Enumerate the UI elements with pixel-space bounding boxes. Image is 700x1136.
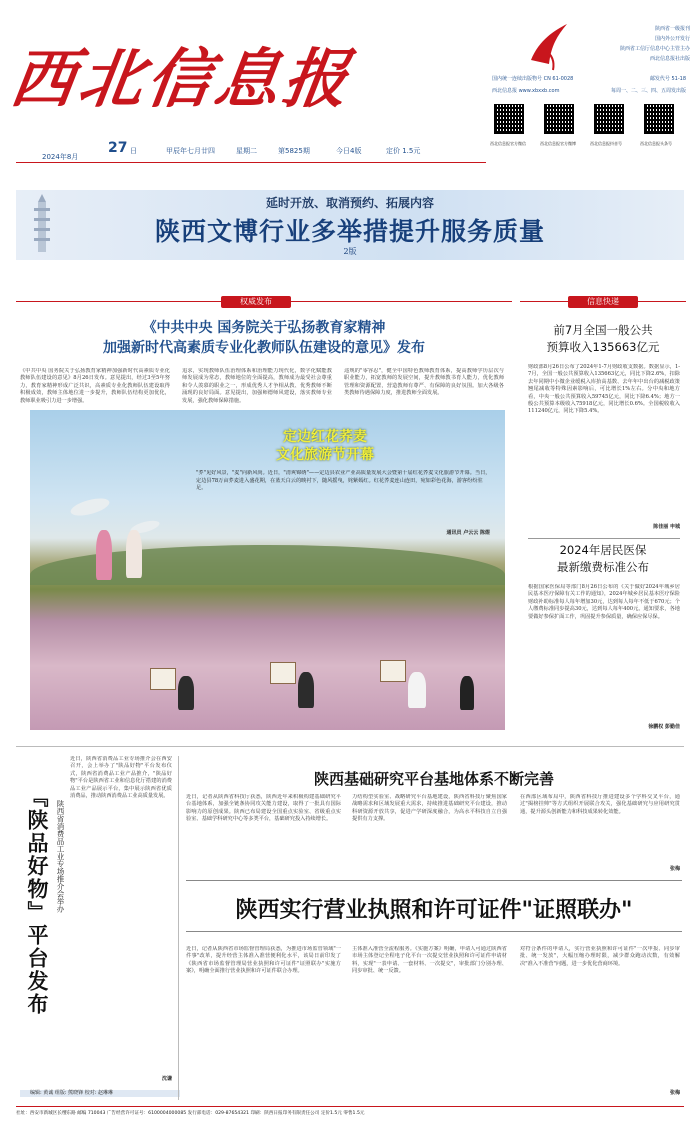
lead-headline-line1: 《中共中央 国务院关于弘扬教育家精神 [142,320,386,336]
qr-code[interactable] [494,104,524,134]
banner-subhead: 延时开放、取消预约、拓展内容 [265,196,434,210]
research-headline[interactable]: 陕西基础研究平台基地体系不断完善 [313,770,554,788]
schedule: 每周一、二、三、四、五周发出版 [610,88,686,94]
qr-label: 西北信息报头条号 [640,141,672,146]
lead-column-2: 追求，实现教师队伍治理体系和治理能力现代化，数字化赋能教师发展成为常态，教师地位的全面提高，教师成为最受社会尊重和令人羡慕的职业之一，形成优秀人才争相从教、优秀教师不断涌现的良好局面。意见提出，加强师德师风建设，落实教师专业发展，强化教师保障措施。 [182,368,332,404]
lead-section-label [16,296,512,308]
research-byline: 张梅 [669,866,680,872]
editors-line: 编辑: 黄诚 组版: 熊晓锋 校对: 赵琳琳 [20,1090,180,1097]
qr-group [490,104,686,156]
page-count: 今日4版 [336,147,362,155]
easel [380,660,406,682]
date-year-month: 2024年8月 [42,153,79,161]
banner-headline[interactable]: 陕西文博行业多举措提升服务质量 [154,217,545,246]
license-byline: 张梅 [669,1090,680,1096]
cn-number: 国内统一连续出版物号 CN 61-0028 [492,76,574,82]
photo-byline: 通讯员 卢云云 陈煜 [446,530,490,536]
sidebar-story1-title[interactable] [520,322,686,356]
sidebar-story1-body: 财政部8月26日公布了2024年1-7月财政收支数据。数据显示，1-7月，全国一般公共预算收入135663亿元，同比下降2.6%，扣除去年同期中小微企业缓税入库抬高基数、去年年中出台的减税政策翘尾减收等特殊因素影响后，可比增长1%左右。分中央和地方看，中央一般公共预算收入59745亿元，同比下降6.4%；地方一般公共预算本级收入75918亿元，同比增长0.6%。全国税收收入111240亿元，同比下降5.4%。 [528,364,680,415]
person-figure [178,676,194,710]
vertical-story-title-text: 『陕品好物』平台发布 [25,786,49,1016]
lunar-date: 甲辰年七月廿四 [166,147,215,155]
vertical-story-title[interactable] [20,786,52,1016]
vertical-story-subtitle-text: 陕西省消费品工业专场推介会举办 [56,800,65,913]
weekday: 星期二 [236,147,257,155]
lead-column-3: 违规的"零容忍"，健全中国特色教师教育体系，提高教师学历层次与职业能力，拓宽教师的发展空间，提升教师教书育人能力，优化教师管理和资源配置，营造教师有尊严、有保障的良好氛围。加大各级各类教师待遇保障力度，推进教师全面发展。 [344,368,504,397]
license-headline-box[interactable] [186,880,682,932]
masthead-logo [5,18,382,138]
qr-code[interactable] [644,104,674,134]
masthead-info [590,26,690,63]
license-headline: 陕西实行营业执照和许可证件"证照联办" [235,898,633,923]
vertical-story-subtitle [52,800,66,1010]
info-line: 西北信息报社出版 [649,56,690,62]
person-figure [460,676,474,710]
masthead-logo-text: 西北信息报 [5,42,357,117]
person-figure [298,672,314,708]
section-rule [16,746,684,747]
person-figure [126,530,142,578]
column-rule [178,756,179,1100]
info-line: 国内外公开发行 [654,36,690,42]
qr-code[interactable] [544,104,574,134]
sidebar-story1-byline: 陈佳丽 申城 [653,524,680,530]
lead-headline[interactable] [16,318,512,362]
qr-label: 西北信息报官方微信 [490,141,526,146]
sidebar-story1-title-line2: 预算收入135663亿元 [546,340,660,354]
footer-text: 社址：西安市新城区长缨东路 邮编 710043 广告经营许可证号：6100004000085 发行部电话：029-87654321 印刷：陕西日报印务有限责任公司 定价1.5元 零售1.5元 [16,1111,365,1116]
photo-caption-text: "荞"见好风景，"麦"向新风尚。近日，"清爽锦绣"——定边县农业产业高质量发展大会暨第十届红花荞麦文化旅游节开幕。当日，定边县78万亩荞麦进入盛花期，在蓝天白云的映衬下，随风摇曳，姹紫嫣红。红花荞麦连山连田，宛如彩色花海，游客纷纷驻足。 [196,470,491,492]
banner-page-ref[interactable]: 2版 [343,247,357,256]
website: 西北信息报 www.xbxxb.com [492,88,560,94]
sidebar-story2-title-line2: 最新缴费标准公布 [557,560,649,574]
sidebar-story2-title[interactable] [520,542,686,576]
section-label-badge: 权威发布 [221,296,291,308]
qr-label: 西北信息报抖音号 [590,141,622,146]
research-column-1: 近日，记者从陕西省科技厅获悉，陕西近年来积极构建基础研究平台基地体系，加强全链条协同攻关能力建设，取得了一批具有国际影响力的原创成果。陕西已布局建设全国重点实验室、省级重点实验室、基础学科研究中心等多类平台，基础研究投入持续增长。 [186,794,341,823]
issue-number: 27 [108,140,128,156]
section-label-badge: 信息快递 [568,296,638,308]
masthead-divider [16,162,486,163]
sidebar-section-label [520,296,686,308]
sidebar-story1-title-line1: 前7月全国一般公共 [553,323,653,337]
info-line: 陕西省一级报刊 [654,26,690,32]
license-column-2: 主体准入准营全流程服务。《实施方案》明确，申请人可通过陕西省市场主体登记全程电子化平台一次提交营业执照和许可证件申请材料，实现"一表申请、一套材料、一次提交"，审批部门分别办理、同步审批、统一反馈。 [352,946,507,975]
person-figure [408,672,426,708]
research-column-2: 力结构型实验室、战略研究平台基地建设，陕西省科技厅聚焦国家战略需求和区域发展重大需求，持续推进基础研究平台建设，推动科研资源开放共享，促进产学研深度融合，为高水平科技自立自强提供有力支撑。 [352,794,507,823]
photo-title [240,428,410,464]
sidebar-story2-byline: 徐鹏权 彭勤佳 [648,724,680,730]
easel [270,662,296,684]
dateline [16,140,486,164]
photo-caption [196,470,491,530]
day-label: 日 [130,147,137,155]
vertical-story-byline: 沈谦 [161,1076,172,1082]
vertical-story-body: 近日，陕西省消费品工业专场推介会在西安召开，会上举办了"陕品好物"平台发布仪式，陕西省消费品工业产品推介，"陕品好物"平台是陕西省工业和信息化厅搭建的消费品工业产品展示平台，集中展示陕西省优质消费品，推动陕西消费品工业高质量发展。 [70,756,172,800]
top-banner[interactable] [16,190,684,260]
post-code: 邮发代号 51-18 [649,76,686,82]
info-line: 陕西省工信厅信息中心主管主办 [619,46,690,52]
serial: 第5825期 [278,147,310,155]
photo-title-line2: 文化旅游节开幕 [276,447,374,463]
qr-code[interactable] [594,104,624,134]
license-column-1: 近日，记者从陕西省市场监督管理局获悉，为推进市场监管领域"一件事"改革，提升经营主体准入准营便利化水平，该局日前印发了《陕西省市场监督管理局营业执照和许可证件"证照联办"实施方案》，明确全面推行营业执照和许可证件联合办理。 [186,946,341,975]
lead-column-1: 《中共中央 国务院关于弘扬教育家精神加强新时代高素质专业化教师队伍建设的意见》8月26日发布。意见提出，经过3至5年努力，教育家精神形成广泛共识，高素质专业化教师队伍建设取得积极成效，教师主体地位进一步提升，教师队伍结构更加优化，教师职业吸引力进一步增强。 [20,368,170,404]
qr-label: 西北信息报官方微博 [540,141,576,146]
research-column-3: 在西部区域布局中，陕西省科技厅推进建设多个学科交叉平台，通过"揭榜挂帅"等方式组织开展联合攻关，强化基础研究与应用研究贯通，提升源头创新能力和科技成果转化效能。 [520,794,680,815]
license-column-3: 对符合条件的申请人，实行营业执照和许可证件"一次申报、同步审批、统一发放"，大幅压缩办理时限，减少群众跑动次数，有效解决"准入不准营"问题，进一步优化营商环境。 [520,946,680,967]
masthead-bird-icon [525,20,571,72]
sidebar-divider [528,538,680,539]
lead-headline-line2: 加强新时代高素质专业化教师队伍建设的意见》发布 [103,340,425,356]
sidebar-story2-title-line1: 2024年居民医保 [559,543,647,557]
person-figure [96,530,112,580]
photo-title-line1: 定边红花荞麦 [283,429,367,445]
footer [16,1106,684,1120]
model-plane [69,495,111,519]
sidebar-story2-body: 根据国家医保局等部门8月26日公布的《关于做好2024年城乡居民基本医疗保障有关工作的通知》，2024年城乡居民基本医疗保险财政补助标准每人每年增加30元，达到每人每年不低于670元；个人缴费标准同步提高30元，达到每人每年400元。通知要求，各地要做好参保扩面工作，巩固提升参保质量，确保应保尽保。 [528,584,680,620]
easel [150,668,176,690]
price: 定价 1.5元 [386,147,421,155]
